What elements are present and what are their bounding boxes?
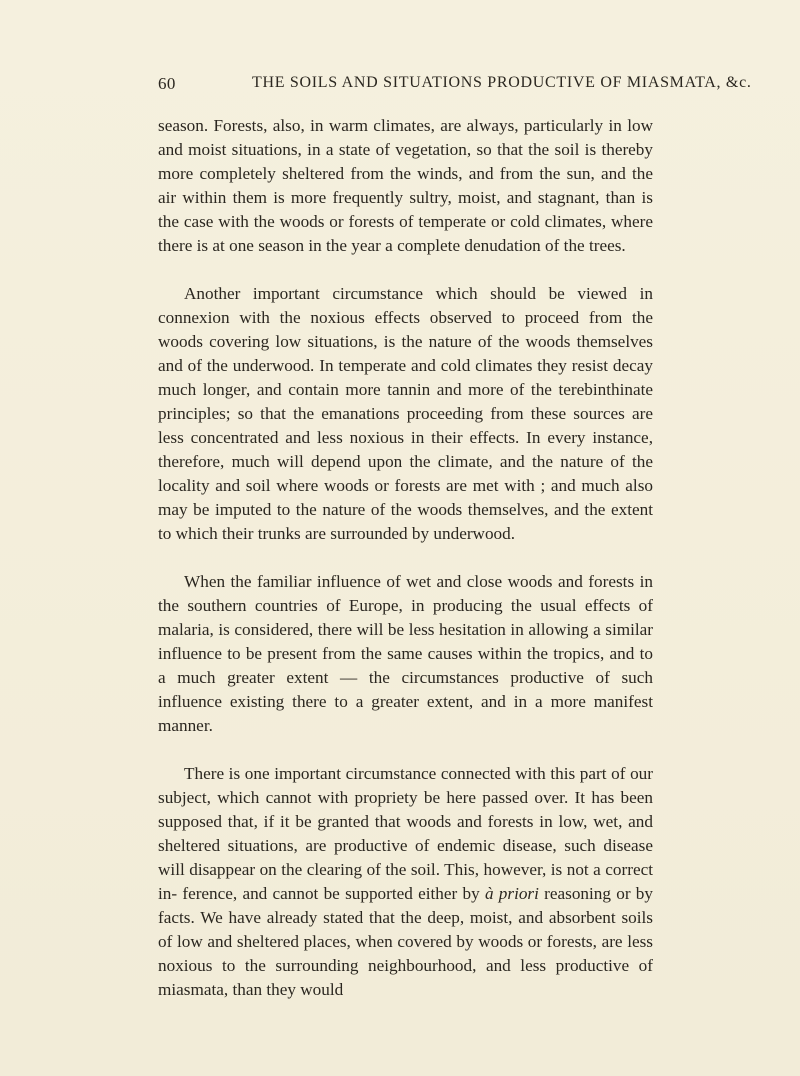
paragraph-4 <box>158 762 653 1002</box>
body-text <box>158 114 653 1002</box>
paragraph-4-text-end: reasoning or by facts. We have already stated that the deep, moist, and absorbent soils of low and sheltered places, when covered by woods or forests, are less noxious to the surrounding neighbourhood, and less productive of miasmata, than they would <box>158 884 653 999</box>
paragraph-4-italic-phrase: à priori <box>484 884 539 903</box>
paragraph-1: season. Forests, also, in warm climates, are always, particularly in low and moist situations, in a state of vegetation, so that the soil is thereby more completely sheltered from the winds, and from the sun, and the air within them is more frequently sultry, moist, and stagnant, than is the case with the woods or forests of temperate or cold climates, where there is at one season in the year a complete denudation of the trees. <box>158 116 653 255</box>
paragraph-4-text-start: There is one important circumstance connected with this part of our subject, which cannot with propriety be here passed over. It has been supposed that, if it be granted that woods and forests in low, wet, and sheltered situations, are productive of endemic disease, such disease will disappear on the clearing of the soil. This, however, is not a correct in- ference, and cannot be supported either by <box>158 764 653 903</box>
paragraph-2: Another important circumstance which should be viewed in connexion with the noxious effects observed to proceed from the woods covering low situations, is the nature of the woods themselves and of the underwood. In temperate and cold climates they resist decay much longer, and contain more tannin and more of the terebinthinate principles; so that the emanations proceeding from these sources are less concentrated and less noxious in their effects. In every instance, therefore, much will depend upon the climate, and the nature of the locality and soil where woods or forests are met with ; and much also may be imputed to the nature of the woods themselves, and the extent to which their trunks are surrounded by underwood. <box>158 284 653 543</box>
page-number: 60 <box>158 74 176 93</box>
running-title: THE SOILS AND SITUATIONS PRODUCTIVE OF MIASMATA, &c. <box>252 74 752 91</box>
paragraph-3: When the familiar influence of wet and close woods and forests in the southern countries of Europe, in producing the usual effects of malaria, is considered, there will be less hesitation in allowing a similar influence to be present from the same causes within the tropics, and to a much greater extent — the circumstances productive of such influence existing there to a greater extent, and in a more manifest manner. <box>158 572 653 735</box>
page-header <box>158 74 752 98</box>
